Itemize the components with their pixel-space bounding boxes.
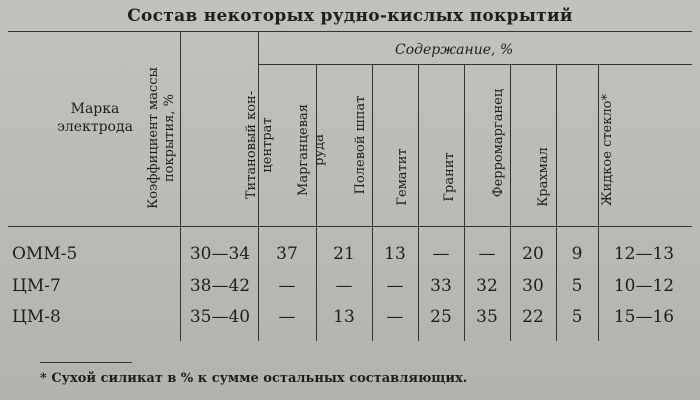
table-cell: 21 (333, 244, 355, 264)
row-brand: ЦМ-8 (12, 307, 61, 327)
footnote: * Сухой силикат в % к сумме остальных составляющих. (40, 371, 468, 386)
row-coefficient: 35—40 (189, 307, 251, 327)
content-rule (258, 64, 692, 65)
table-cell: 22 (522, 307, 544, 327)
table-cell: 35 (476, 307, 498, 327)
component-header-granite: Гранит (442, 152, 457, 202)
table-cell: 37 (276, 244, 298, 264)
row-coefficient: 38—42 (189, 276, 251, 296)
table-title: Состав некоторых рудно-кислых покрытий (127, 6, 573, 26)
row-brand: ОММ-5 (12, 244, 78, 264)
table-cell: 13 (333, 307, 355, 327)
table-cell: 9 (571, 244, 583, 264)
table-cell: 5 (571, 307, 583, 327)
component-header-liquid-glass: Жидкое стекло* (600, 94, 615, 206)
col-divider (418, 64, 419, 341)
component-header-ferromanganese: Ферромарганец (491, 88, 506, 198)
table-cell: 20 (522, 244, 544, 264)
table-cell: 15—16 (613, 307, 675, 327)
component-header-hematite: Гематит (395, 148, 410, 206)
table-cell: 32 (476, 276, 498, 296)
row-coefficient: 30—34 (189, 244, 251, 264)
table-cell: — (478, 244, 496, 264)
table-cell: 12—13 (613, 244, 675, 264)
table-cell: 33 (430, 276, 452, 296)
table-cell: — (386, 307, 404, 327)
row-brand: ЦМ-7 (12, 276, 61, 296)
component-header-feldspar: Полевой шпат (353, 95, 368, 195)
table-cell: — (335, 276, 353, 296)
col-divider (464, 64, 465, 341)
header-bottom-rule (8, 226, 692, 227)
content-header: Содержание, % (395, 42, 514, 58)
table-cell: 25 (430, 307, 452, 327)
table-cell: — (432, 244, 450, 264)
table-cell: 30 (522, 276, 544, 296)
table-cell: — (386, 276, 404, 296)
table-cell: 5 (571, 276, 583, 296)
coefficient-header: Коэффициент массы покрытия, % (146, 67, 177, 209)
col-divider (598, 64, 599, 341)
col-divider (556, 64, 557, 341)
electrode-brand-header: Марка электрода (57, 101, 133, 135)
table-cell: 13 (384, 244, 406, 264)
component-header-titanium: Титановый кон- центрат (244, 90, 275, 200)
top-rule (8, 31, 692, 32)
component-header-manganese-ore: Марганцевая руда (296, 104, 327, 196)
footnote-rule (40, 362, 132, 363)
table-cell: — (278, 276, 296, 296)
component-header-starch: Крахмал (536, 147, 551, 207)
table-cell: — (278, 307, 296, 327)
table-cell: 10—12 (613, 276, 675, 296)
